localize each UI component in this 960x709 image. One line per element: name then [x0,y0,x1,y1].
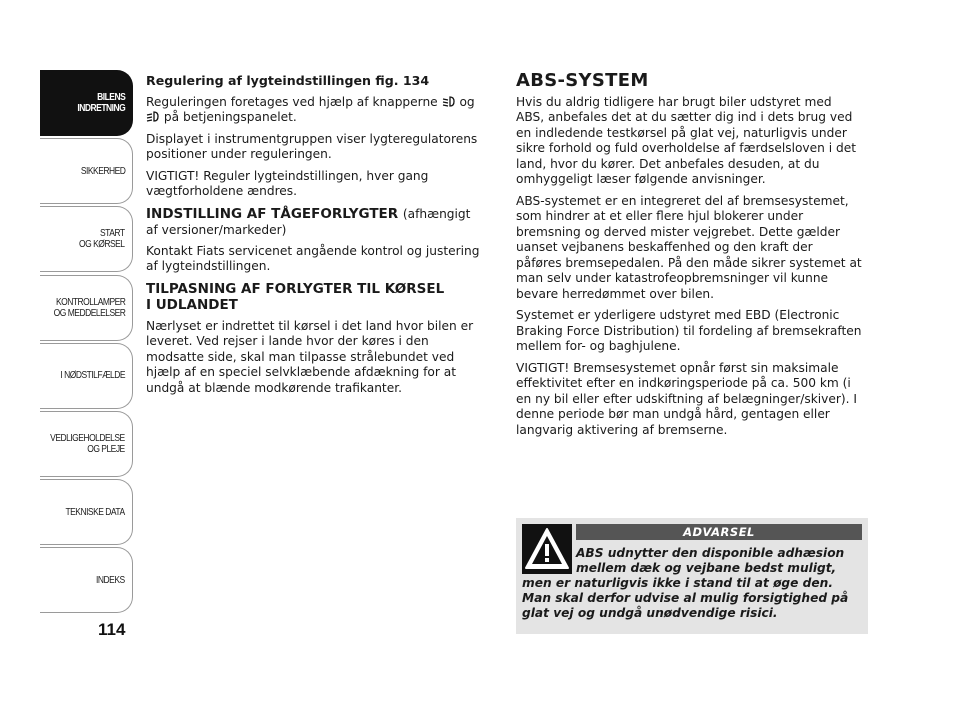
paragraph: Hvis du aldrig tidligere har brugt biler udstyret med ABS, anbefales det at du sætter dig ind i dets brug ved en indledende testkørsel på glat vej, naturligvis under sikre forhold og fuld overholdelse af færdselsloven i det land, hvor du kører. Det anbefales desuden, at du omhyggeligt læser følgende anvisninger. [516,94,857,186]
paragraph: VIGTIGT! Bremsesystemet opnår først sin maksimale effektivitet efter en indkøringsperiode på ca. 500 km (i en ny bil eller efter udskiftning af belægninger/skiver). I denne periode bør man undgå hård, gentagen eller langvarig aktivering af bremserne. [516,360,857,437]
text: (afhængigt af versioner/markeder) [146,206,471,237]
tab-start-og-korsel[interactable] [40,206,133,272]
tab-kontrollamper[interactable] [40,275,133,341]
paragraph: Displayet i instrumentgruppen viser lygteregulatorens positioner under reguleringen. [146,131,478,161]
warning-header: ADVARSEL [576,524,862,540]
tab-label: I NØDSTILFÆLDE [60,370,125,382]
warning-text [522,546,864,621]
tab-vedligeholdelse[interactable] [40,411,133,477]
page-number: 114 [98,620,126,639]
tab-sikkerhed[interactable] [40,138,133,204]
text: mellem dæk og vejbane bedst muligt, [576,561,837,575]
text: ABS udnytter den disponible adhæsion [576,546,845,560]
tab-tekniske-data[interactable] [40,479,133,545]
tab-label: SIKKERHED [80,165,125,177]
text: men er naturligvis ikke i stand til at øge den. Man skal derfor udvise al mulig forsigtighed på glat vej og undgå unødvendige risici. [522,576,849,620]
left-column [146,73,486,402]
text: Reguleringen foretages ved hjælp af knapperne [146,94,438,109]
tab-label: VEDLIGEHOLDELSE OG PLEJE [50,432,125,455]
text: INDSTILLING AF TÅGEFORLYGTER [146,205,399,222]
heading-udlandet [146,281,486,313]
tab-label: BILENS INDRETNING [77,92,125,114]
tab-label: TEKNISKE DATA [65,506,125,518]
text: og [459,94,475,109]
tab-nodstilfaelde[interactable] [40,343,133,409]
tab-bilens-indretning[interactable] [40,70,133,136]
heading-taageforlygter [146,206,486,238]
text: TILPASNING AF FORLYGTER TIL KØRSEL [146,280,445,297]
tab-label: KONTROLLAMPER OG MEDDELELSER [53,296,125,319]
paragraph: VIGTIGT! Reguler lygteindstillingen, hver gang vægtforholdene ændres. [146,168,429,198]
section-title: ABS-SYSTEM [516,70,649,91]
paragraph: Systemet er yderligere udstyret med EBD (Electronic Braking Force Distribution) til fordeling af bremsekraften mellem for- og baghjulene. [516,308,862,353]
text: på betjeningspanelet. [163,110,297,124]
paragraph: Kontakt Fiats servicenet angående kontrol og justering af lygteindstillingen. [146,243,480,273]
text: I UDLANDET [146,296,238,313]
heading-lygteindstilling: Regulering af lygteindstillingen fig. 134 [146,73,430,88]
headlight-down-icon [442,96,456,107]
tab-indeks[interactable] [40,547,133,613]
tab-label: START OG KØRSEL [79,228,125,251]
section-tabs [40,70,133,616]
paragraph [146,95,486,126]
tab-label: INDEKS [96,574,125,586]
right-column [516,70,862,444]
paragraph: ABS-systemet er en integreret del af bremsesystemet, som hindrer at et eller flere hjul blokerer under bremsning og derved mister vejgrebet. Dette gælder uanset vejbanens beskaffenhed og den kraft der påføres bremsepedalen. På den måde sikrer systemet at man selv under katastrofeopbremsninger vil kunne bevare herredømmet over bilen. [516,193,862,301]
warning-box [516,518,868,634]
headlight-up-icon [146,111,160,122]
paragraph: Nærlyset er indrettet til kørsel i det land hvor bilen er leveret. Ved rejser i lande hvor der køres i den modsatte side, skal man tilpasse strålebundet ved hjælp af en speciel selvklæbende afdækning for at undgå at blænde modkørende trafikanter. [146,318,474,395]
